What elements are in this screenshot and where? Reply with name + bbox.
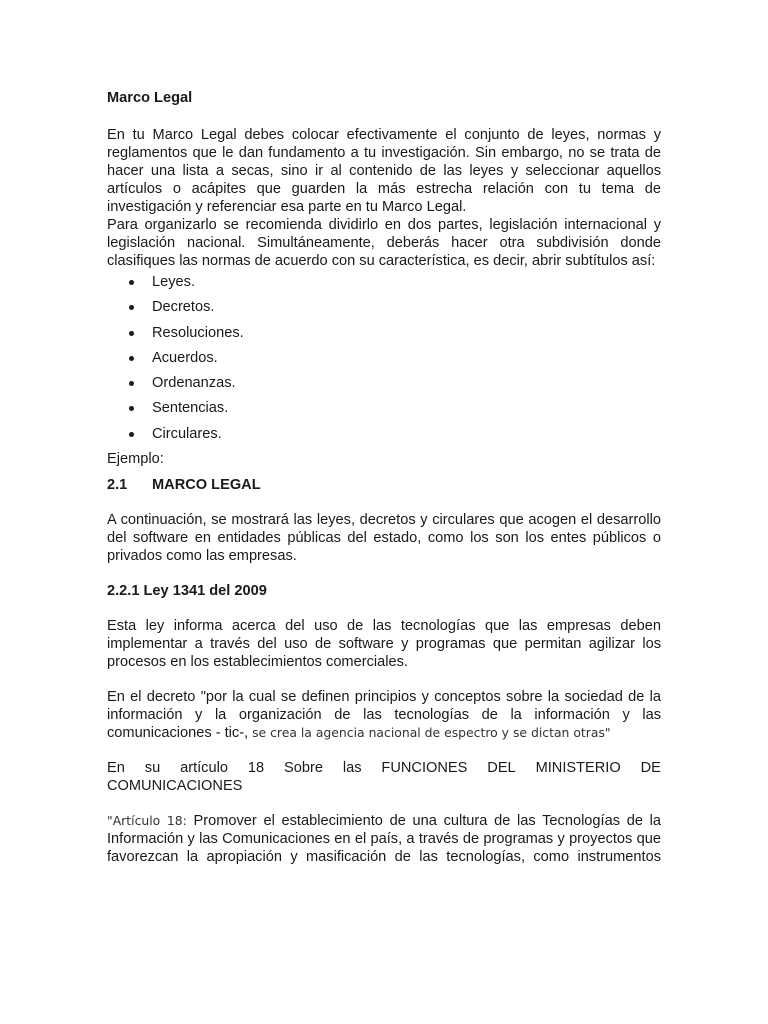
bullet-icon: [129, 406, 134, 411]
article-intro-paragraph: [107, 759, 661, 795]
bullet-icon: [129, 356, 134, 361]
article-18-paragraph: "Artículo 18: Promover el establecimiento de una cultura de las Tecnologías de la Información y las Comunicaciones en el país, a través de programas y proyectos que favorezcan la apropiación y masificación de las tecnologías, como instrumentos: [107, 813, 662, 866]
bullet-icon: [129, 305, 134, 310]
section-number: 2.1: [107, 477, 128, 494]
section-title: MARCO LEGAL: [152, 477, 261, 494]
list-item: Leyes.: [107, 273, 661, 291]
list-item: Decretos.: [107, 298, 661, 316]
organization-paragraph: Para organizarlo se recomienda dividirlo en dos partes, legislación internacional y legislación nacional. Simultáneamente, deberás hacer otra subdivisión donde clasifiques las normas de acuerdo con su característica, es decir, abrir subtítulos así:: [107, 217, 661, 269]
bullet-icon: [129, 280, 134, 285]
list-item: Circulares.: [107, 425, 661, 443]
bullet-icon: [129, 331, 134, 336]
bullet-icon: [129, 432, 134, 437]
document-title: Marco Legal: [107, 90, 193, 106]
subsection-heading: 2.2.1 Ley 1341 del 2009: [107, 583, 267, 600]
article-intro-line-2: COMUNICACIONES: [107, 778, 243, 795]
law-description-paragraph: Esta ley informa acerca del uso de las tecnologías que las empresas deben implementar a través del uso de software y programas que permitan agilizar los procesos en los establecimientos comerciales.: [107, 618, 661, 671]
list-item: Acuerdos.: [107, 349, 661, 367]
bullet-icon: [129, 381, 134, 386]
section-intro-paragraph: A continuación, se mostrará las leyes, decretos y circulares que acogen el desarrollo del software en entidades públicas del estado, como los son los entes públicos o privados como las empresas.: [107, 512, 661, 565]
example-label: Ejemplo:: [107, 451, 164, 468]
norm-types-list: [107, 273, 661, 443]
decree-paragraph: En el decreto "por la cual se definen principios y conceptos sobre la sociedad de la información y la organización de las tecnologías de la información y las comunicaciones - tic-, se crea la agencia nacional de espectro y se dictan otras": [107, 689, 661, 742]
section-heading: [107, 476, 661, 494]
list-item: Resoluciones.: [107, 324, 661, 342]
document-page: [107, 89, 661, 883]
list-item: Sentencias.: [107, 399, 661, 417]
intro-paragraph: En tu Marco Legal debes colocar efectivamente el conjunto de leyes, normas y reglamentos que le dan fundamento a tu investigación. Sin embargo, no se trata de hacer una lista a secas, sino ir al contenido de las leyes y seleccionar aquellos artículos o acápites que guarden la más estrecha relación con tu tema de investigación y referenciar esa parte en tu Marco Legal.: [107, 127, 661, 215]
article-intro-line: En su artículo 18 Sobre las FUNCIONES DEL MINISTERIO DE: [107, 760, 661, 777]
list-item: Ordenanzas.: [107, 374, 661, 392]
